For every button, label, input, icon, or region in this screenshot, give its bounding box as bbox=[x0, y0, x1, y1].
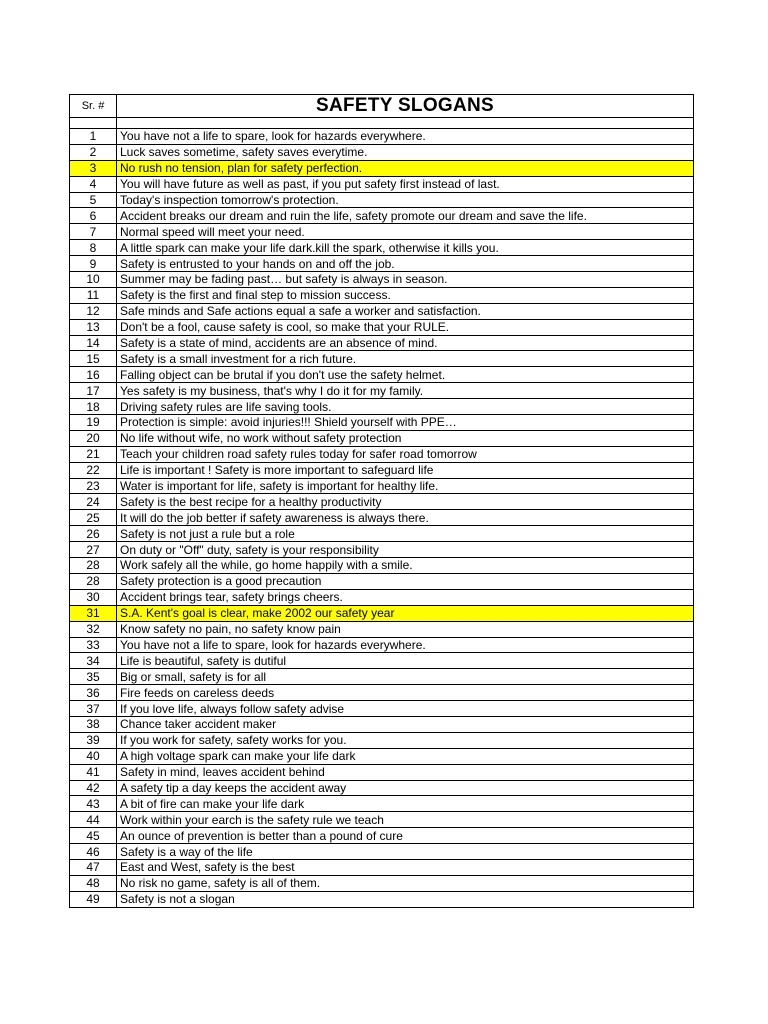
slogan-cell: No risk no game, safety is all of them. bbox=[117, 875, 694, 891]
sr-column-header: Sr. # bbox=[70, 95, 117, 118]
table-row bbox=[70, 637, 694, 653]
serial-number-cell: 49 bbox=[70, 891, 117, 907]
serial-number-cell: 32 bbox=[70, 621, 117, 637]
slogan-cell: Life is important ! Safety is more important to safeguard life bbox=[117, 462, 694, 478]
serial-number-cell: 30 bbox=[70, 589, 117, 605]
table-row bbox=[70, 446, 694, 462]
table-row bbox=[70, 558, 694, 574]
serial-number-cell: 22 bbox=[70, 462, 117, 478]
slogan-cell: Protection is simple: avoid injuries!!! Shield yourself with PPE… bbox=[117, 415, 694, 431]
serial-number-cell: 20 bbox=[70, 430, 117, 446]
serial-number-cell: 46 bbox=[70, 844, 117, 860]
table-row bbox=[70, 685, 694, 701]
slogan-cell: Safety is a way of the life bbox=[117, 844, 694, 860]
slogan-cell: Accident breaks our dream and ruin the life, safety promote our dream and save the life. bbox=[117, 208, 694, 224]
serial-number-cell: 11 bbox=[70, 287, 117, 303]
blank-row bbox=[70, 118, 694, 129]
serial-number-cell: 17 bbox=[70, 383, 117, 399]
table-row bbox=[70, 383, 694, 399]
serial-number-cell: 2 bbox=[70, 144, 117, 160]
slogan-cell: No rush no tension, plan for safety perfection. bbox=[117, 160, 694, 176]
slogan-cell: Safety is the best recipe for a healthy productivity bbox=[117, 494, 694, 510]
serial-number-cell: 1 bbox=[70, 129, 117, 145]
table-row bbox=[70, 573, 694, 589]
serial-number-cell: 39 bbox=[70, 732, 117, 748]
slogan-cell: Fire feeds on careless deeds bbox=[117, 685, 694, 701]
table-row bbox=[70, 478, 694, 494]
table-row bbox=[70, 430, 694, 446]
slogan-cell: Safety is a small investment for a rich future. bbox=[117, 351, 694, 367]
slogan-cell: Luck saves sometime, safety saves everytime. bbox=[117, 144, 694, 160]
table-row bbox=[70, 208, 694, 224]
slogan-cell: Safe minds and Safe actions equal a safe a worker and satisfaction. bbox=[117, 303, 694, 319]
table-row bbox=[70, 462, 694, 478]
slogan-cell: A bit of fire can make your life dark bbox=[117, 796, 694, 812]
slogan-cell: If you work for safety, safety works for you. bbox=[117, 732, 694, 748]
slogan-cell: Water is important for life, safety is important for healthy life. bbox=[117, 478, 694, 494]
slogan-cell: A high voltage spark can make your life dark bbox=[117, 748, 694, 764]
table-row bbox=[70, 844, 694, 860]
slogan-cell: Safety protection is a good precaution bbox=[117, 573, 694, 589]
serial-number-cell: 36 bbox=[70, 685, 117, 701]
table-row bbox=[70, 351, 694, 367]
slogan-cell: Summer may be fading past… but safety is always in season. bbox=[117, 272, 694, 288]
slogan-cell: A little spark can make your life dark.kill the spark, otherwise it kills you. bbox=[117, 240, 694, 256]
table-row bbox=[70, 828, 694, 844]
serial-number-cell: 9 bbox=[70, 256, 117, 272]
slogan-cell: You have not a life to spare, look for hazards everywhere. bbox=[117, 129, 694, 145]
table-row bbox=[70, 303, 694, 319]
serial-number-cell: 8 bbox=[70, 240, 117, 256]
slogan-cell: Don't be a fool, cause safety is cool, so make that your RULE. bbox=[117, 319, 694, 335]
serial-number-cell: 40 bbox=[70, 748, 117, 764]
table-row bbox=[70, 144, 694, 160]
table-row bbox=[70, 605, 694, 621]
header-row bbox=[70, 95, 694, 118]
serial-number-cell: 34 bbox=[70, 653, 117, 669]
slogan-cell: Work within your earch is the safety rule we teach bbox=[117, 812, 694, 828]
slogan-cell: You have not a life to spare, look for hazards everywhere. bbox=[117, 637, 694, 653]
slogan-cell: It will do the job better if safety awareness is always there. bbox=[117, 510, 694, 526]
serial-number-cell: 38 bbox=[70, 716, 117, 732]
slogan-cell: Know safety no pain, no safety know pain bbox=[117, 621, 694, 637]
serial-number-cell: 37 bbox=[70, 701, 117, 717]
slogan-cell: Today's inspection tomorrow's protection. bbox=[117, 192, 694, 208]
serial-number-cell: 3 bbox=[70, 160, 117, 176]
slogan-cell: Safety is entrusted to your hands on and off the job. bbox=[117, 256, 694, 272]
serial-number-cell: 4 bbox=[70, 176, 117, 192]
table-row bbox=[70, 701, 694, 717]
table-row bbox=[70, 669, 694, 685]
slogan-cell: Normal speed will meet your need. bbox=[117, 224, 694, 240]
slogan-cell: Safety is the first and final step to mission success. bbox=[117, 287, 694, 303]
table-row bbox=[70, 176, 694, 192]
table-row bbox=[70, 653, 694, 669]
blank-cell bbox=[70, 118, 117, 129]
slogan-cell: Falling object can be brutal if you don't use the safety helmet. bbox=[117, 367, 694, 383]
table-row bbox=[70, 224, 694, 240]
slogan-cell: You will have future as well as past, if you put safety first instead of last. bbox=[117, 176, 694, 192]
serial-number-cell: 19 bbox=[70, 415, 117, 431]
table-row bbox=[70, 129, 694, 145]
serial-number-cell: 31 bbox=[70, 605, 117, 621]
serial-number-cell: 43 bbox=[70, 796, 117, 812]
serial-number-cell: 48 bbox=[70, 875, 117, 891]
table-row bbox=[70, 859, 694, 875]
slogan-cell: Work safely all the while, go home happily with a smile. bbox=[117, 558, 694, 574]
table-row bbox=[70, 891, 694, 907]
slogans-table bbox=[69, 94, 694, 908]
table-row bbox=[70, 542, 694, 558]
serial-number-cell: 27 bbox=[70, 542, 117, 558]
slogan-cell: An ounce of prevention is better than a pound of cure bbox=[117, 828, 694, 844]
slogan-cell: No life without wife, no work without safety protection bbox=[117, 430, 694, 446]
table-row bbox=[70, 764, 694, 780]
table-row bbox=[70, 780, 694, 796]
serial-number-cell: 41 bbox=[70, 764, 117, 780]
serial-number-cell: 47 bbox=[70, 859, 117, 875]
serial-number-cell: 28 bbox=[70, 558, 117, 574]
serial-number-cell: 33 bbox=[70, 637, 117, 653]
table-row bbox=[70, 415, 694, 431]
serial-number-cell: 18 bbox=[70, 399, 117, 415]
serial-number-cell: 42 bbox=[70, 780, 117, 796]
serial-number-cell: 7 bbox=[70, 224, 117, 240]
page-title: SAFETY SLOGANS bbox=[117, 95, 694, 118]
slogan-cell: Big or small, safety is for all bbox=[117, 669, 694, 685]
serial-number-cell: 10 bbox=[70, 272, 117, 288]
table-row bbox=[70, 240, 694, 256]
serial-number-cell: 23 bbox=[70, 478, 117, 494]
slogan-cell: Safety is not a slogan bbox=[117, 891, 694, 907]
slogan-cell: S.A. Kent's goal is clear, make 2002 our safety year bbox=[117, 605, 694, 621]
table-row bbox=[70, 160, 694, 176]
table-row bbox=[70, 399, 694, 415]
table-row bbox=[70, 367, 694, 383]
slogan-cell: Safety in mind, leaves accident behind bbox=[117, 764, 694, 780]
serial-number-cell: 25 bbox=[70, 510, 117, 526]
slogan-cell: Accident brings tear, safety brings cheers. bbox=[117, 589, 694, 605]
table-row bbox=[70, 812, 694, 828]
slogan-cell: Safety is a state of mind, accidents are an absence of mind. bbox=[117, 335, 694, 351]
slogan-cell: If you love life, always follow safety advise bbox=[117, 701, 694, 717]
table-row bbox=[70, 875, 694, 891]
slogan-cell: Teach your children road safety rules today for safer road tomorrow bbox=[117, 446, 694, 462]
table-row bbox=[70, 192, 694, 208]
serial-number-cell: 13 bbox=[70, 319, 117, 335]
table-row bbox=[70, 256, 694, 272]
serial-number-cell: 28 bbox=[70, 573, 117, 589]
table-row bbox=[70, 621, 694, 637]
serial-number-cell: 26 bbox=[70, 526, 117, 542]
table-row bbox=[70, 748, 694, 764]
slogan-cell: East and West, safety is the best bbox=[117, 859, 694, 875]
table-row bbox=[70, 589, 694, 605]
slogan-cell: Safety is not just a rule but a role bbox=[117, 526, 694, 542]
serial-number-cell: 44 bbox=[70, 812, 117, 828]
serial-number-cell: 12 bbox=[70, 303, 117, 319]
table-row bbox=[70, 732, 694, 748]
table-row bbox=[70, 319, 694, 335]
serial-number-cell: 35 bbox=[70, 669, 117, 685]
slogan-cell: Life is beautiful, safety is dutiful bbox=[117, 653, 694, 669]
slogan-cell: On duty or "Off" duty, safety is your responsibility bbox=[117, 542, 694, 558]
slogan-cell: Chance taker accident maker bbox=[117, 716, 694, 732]
serial-number-cell: 5 bbox=[70, 192, 117, 208]
slogan-cell: A safety tip a day keeps the accident away bbox=[117, 780, 694, 796]
serial-number-cell: 24 bbox=[70, 494, 117, 510]
serial-number-cell: 16 bbox=[70, 367, 117, 383]
table-row bbox=[70, 287, 694, 303]
table-row bbox=[70, 272, 694, 288]
slogan-cell: Driving safety rules are life saving tools. bbox=[117, 399, 694, 415]
serial-number-cell: 45 bbox=[70, 828, 117, 844]
serial-number-cell: 21 bbox=[70, 446, 117, 462]
table-row bbox=[70, 510, 694, 526]
blank-cell bbox=[117, 118, 694, 129]
serial-number-cell: 15 bbox=[70, 351, 117, 367]
table-row bbox=[70, 335, 694, 351]
serial-number-cell: 14 bbox=[70, 335, 117, 351]
serial-number-cell: 6 bbox=[70, 208, 117, 224]
table-row bbox=[70, 716, 694, 732]
table-row bbox=[70, 494, 694, 510]
table-row bbox=[70, 796, 694, 812]
table-row bbox=[70, 526, 694, 542]
slogan-cell: Yes safety is my business, that's why I do it for my family. bbox=[117, 383, 694, 399]
